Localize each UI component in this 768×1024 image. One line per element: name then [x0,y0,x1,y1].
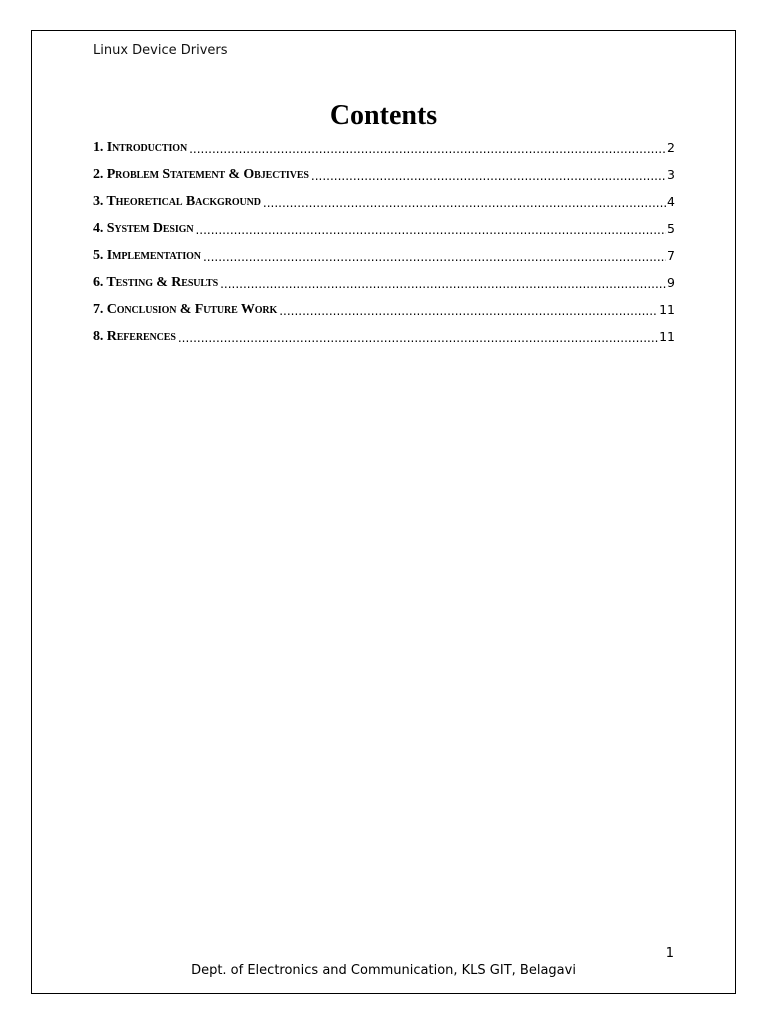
toc-entry-page: 3 [667,167,675,182]
toc-entry-system-design[interactable] [93,215,675,242]
toc-entry-label: 3. Theoretical Background [93,193,261,209]
toc-entry-implementation[interactable] [93,242,675,269]
toc-entry-label: 1. Introduction [93,139,188,155]
dot-leader [203,250,666,264]
dot-leader [178,331,658,345]
toc-entry-page: 5 [667,221,675,236]
toc-entry-label: 4. System Design [93,220,194,236]
toc-entry-page: 2 [667,140,675,155]
running-header: Linux Device Drivers [93,43,228,58]
toc-entry-label: 7. Conclusion & Future Work [93,301,278,317]
toc-entry-page: 4 [667,194,675,209]
dot-leader [279,304,658,318]
toc-entry-page: 7 [667,248,675,263]
toc-entry-label: 2. Problem Statement & Objectives [93,166,309,182]
dot-leader [263,196,666,210]
toc-entry-references[interactable] [93,323,675,350]
toc-entry-testing-results[interactable] [93,269,675,296]
toc-entry-label: 5. Implementation [93,247,201,263]
toc-entry-conclusion[interactable] [93,296,675,323]
toc-entry-page: 11 [659,329,675,344]
toc-entry-label: 6. Testing & Results [93,274,219,290]
dot-leader [195,223,666,237]
dot-leader [220,277,666,291]
dot-leader [189,142,666,156]
footer-department: Dept. of Electronics and Communication, KLS GIT, Belagavi [191,963,576,978]
toc-title: Contents [329,100,438,131]
toc-entry-page: 11 [659,302,675,317]
dot-leader [311,169,666,183]
toc-entry-theoretical-background[interactable] [93,188,675,215]
toc-entry-page: 9 [667,275,675,290]
toc-entry-label: 8. References [93,328,176,344]
toc-entry-problem-statement[interactable] [93,161,675,188]
table-of-contents [93,134,675,350]
toc-entry-introduction[interactable] [93,134,675,161]
page-number: 1 [665,946,674,961]
